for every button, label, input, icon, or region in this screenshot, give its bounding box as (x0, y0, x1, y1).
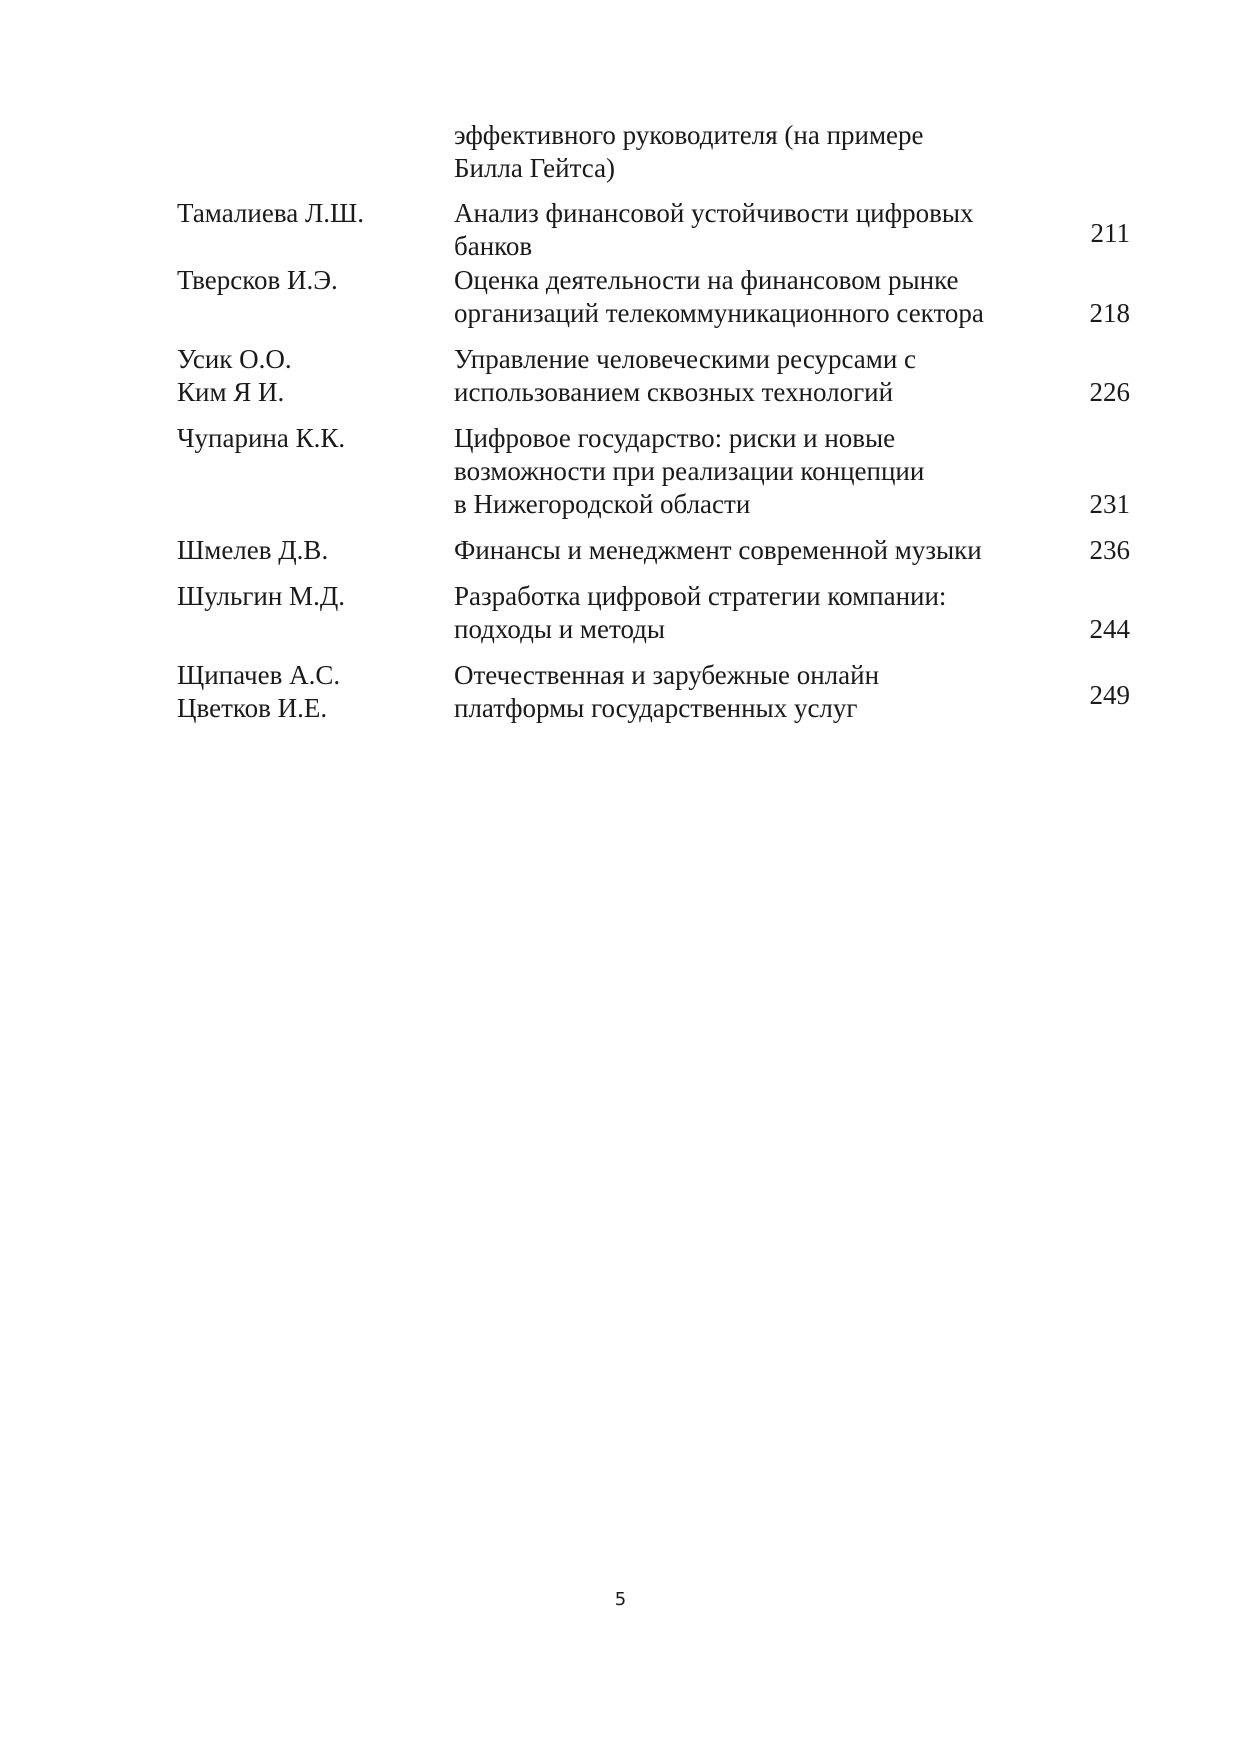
title-line: банков (454, 231, 533, 261)
toc-entry-title (454, 264, 1064, 330)
toc-entry-authors (177, 580, 447, 613)
toc-entry-authors (177, 422, 447, 455)
author-name: Тверсков И.Э. (177, 265, 338, 295)
toc-entry-page-number: 236 (1089, 535, 1130, 565)
toc-entry-authors (177, 197, 447, 230)
author-name: Чупарина К.К. (177, 423, 346, 453)
title-line: Финансы и менеджмент современной музыки (454, 535, 982, 565)
title-line: возможности при реализации концепции (454, 456, 925, 486)
page-number: 5 (614, 1589, 627, 1610)
author-name: Ким Я И. (177, 377, 285, 407)
title-line: Анализ финансовой устойчивости цифровых (454, 198, 974, 228)
toc-entry-authors (177, 264, 447, 297)
title-line: Оценка деятельности на финансовом рынке (454, 265, 959, 295)
toc-entry-page-number: 226 (1089, 377, 1130, 407)
title-line: организаций телекоммуникационного сектора (454, 298, 984, 328)
toc-entry-page-number: 244 (1089, 614, 1130, 644)
title-line: Цифровое государство: риски и новые (454, 423, 896, 453)
toc-entry-title (454, 534, 1064, 567)
toc-entry-title (454, 119, 1064, 185)
toc-entry-authors (177, 343, 447, 409)
toc-entry-title (454, 422, 1064, 521)
author-name: Шмелев Д.В. (177, 535, 329, 565)
author-name: Усик О.О. (177, 344, 292, 374)
title-line: Разработка цифровой стратегии компании: (454, 581, 947, 611)
toc-entry-page-number: 218 (1089, 298, 1130, 328)
title-line: в Нижегородской области (454, 489, 751, 519)
author-name: Тамалиева Л.Ш. (177, 198, 365, 228)
title-line: использованием сквозных технологий (454, 377, 894, 407)
title-line: платформы государственных услуг (454, 693, 858, 723)
title-line: Отечественная и зарубежные онлайн (454, 660, 880, 690)
toc-entry-authors (177, 534, 447, 567)
toc-entry-title (454, 580, 1064, 646)
toc-entry-title (454, 197, 1064, 263)
title-line: Билла Гейтса) (454, 153, 616, 183)
author-name: Щипачев А.С. (177, 660, 341, 690)
toc-entry-page-number: 231 (1089, 489, 1130, 519)
title-line: эффективного руководителя (на примере (454, 120, 924, 150)
toc-entry-page-number: 211 (1090, 218, 1130, 248)
author-name: Цветков И.Е. (177, 693, 328, 723)
author-name: Шульгин М.Д. (177, 581, 345, 611)
title-line: подходы и методы (454, 614, 666, 644)
toc-entry-title (454, 659, 1064, 725)
toc-entry-page-number: 249 (1089, 680, 1130, 710)
title-line: Управление человеческими ресурсами с (454, 344, 917, 374)
toc-entry-authors (177, 659, 447, 725)
toc-entry-title (454, 343, 1064, 409)
